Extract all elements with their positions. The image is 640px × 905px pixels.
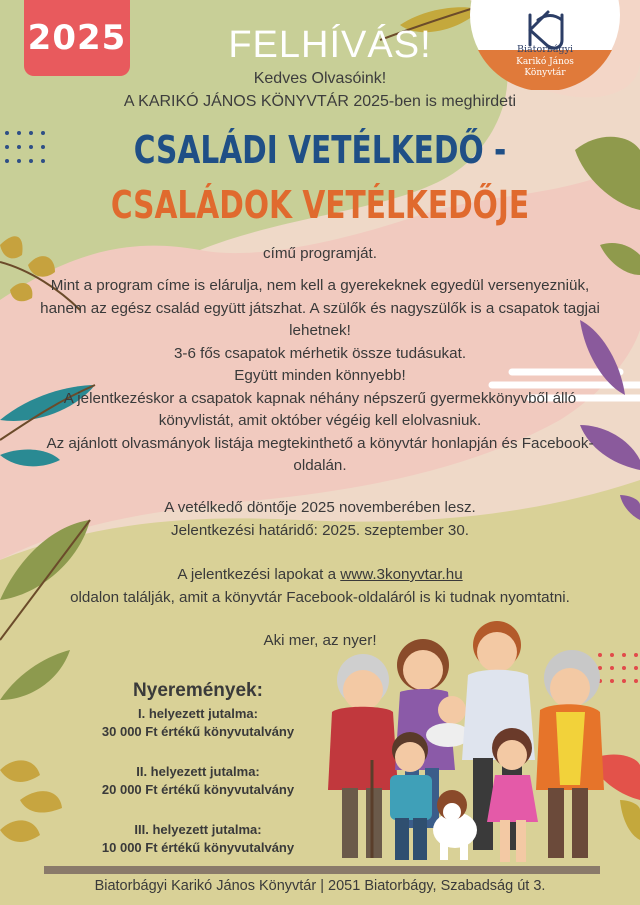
final-date-text: A vetélkedő döntője 2025 novemberében lesz. bbox=[164, 499, 476, 516]
year-badge: 2025 bbox=[24, 0, 130, 76]
logo-line1: Biatorbágyi bbox=[517, 44, 573, 55]
body-line: 3-6 fős csapatok mérhetik össze tudásukat. bbox=[173, 344, 467, 362]
forms-suffix: oldalon találják, amit a könyvtár Facebook-oldaláról is ki tudnak nyomtatni. bbox=[70, 588, 570, 606]
headline-line2: CSALÁDOK VETÉLKEDŐJE bbox=[110, 183, 530, 227]
grandmother-figure bbox=[328, 654, 398, 858]
website-link[interactable]: www.3konyvtar.hu bbox=[340, 566, 463, 583]
logo-line2: Karikó János bbox=[516, 57, 574, 67]
headline-line1: CSALÁDI VETÉLKEDŐ - bbox=[133, 128, 507, 172]
greeting-text: Kedves Olvasóink! bbox=[253, 70, 387, 87]
body-line: Az ajánlott olvasmányok listája megtekinthető a könyvtár honlapján és Facebook- bbox=[46, 434, 594, 452]
prizes-heading: Nyeremények: bbox=[133, 680, 263, 701]
logo-line3: Könyvtár bbox=[524, 68, 566, 78]
prize-3-place: III. helyezett jutalma: bbox=[134, 822, 262, 837]
program-text: című programját. bbox=[263, 245, 377, 262]
body-line: Együtt minden könnyebb! bbox=[234, 367, 406, 384]
page-title: FELHÍVÁS! bbox=[228, 24, 432, 66]
prize-3-value: 10 000 Ft értékű könyvutalvány bbox=[101, 840, 295, 855]
prize-1-value: 30 000 Ft értékű könyvutalvány bbox=[101, 724, 295, 739]
forms-prefix: A jelentkezési lapokat a bbox=[177, 566, 341, 583]
deadline-text: Jelentkezési határidő: 2025. szeptember 30. bbox=[170, 521, 470, 539]
boy-figure bbox=[390, 732, 432, 860]
grandfather-figure bbox=[536, 650, 604, 858]
body-line: hanem az egész család együtt játszhat. A szülők és nagyszülők is a csapatok tagjai bbox=[40, 299, 600, 317]
announcement-text: A KARIKÓ JÁNOS KÖNYVTÁR 2025-ben is meghirdeti bbox=[123, 93, 517, 110]
prize-2-value: 20 000 Ft értékű könyvutalvány bbox=[101, 782, 295, 797]
body-line: könyvlistát, amit október végéig kell elolvasniuk. bbox=[158, 412, 482, 429]
motto-text: Aki mer, az nyer! bbox=[263, 632, 377, 649]
prize-1-place: I. helyezett jutalma: bbox=[138, 706, 258, 721]
prize-2-place: II. helyezett jutalma: bbox=[136, 764, 260, 779]
dog-figure bbox=[433, 790, 477, 860]
body-line: lehetnek! bbox=[289, 322, 351, 339]
body-line: A jelentkezéskor a csapatok kapnak néhány népszerű gyermekkönyvből álló bbox=[63, 389, 577, 407]
body-line: oldalán. bbox=[293, 457, 347, 474]
footer-address: Biatorbágyi Karikó János Könyvtár | 2051 Biatorbágy, Szabadság út 3. bbox=[94, 878, 546, 894]
body-line: Mint a program címe is elárulja, nem kell a gyerekeknek egyedül versenyezniük, bbox=[50, 277, 590, 294]
forms-line bbox=[0, 564, 640, 587]
